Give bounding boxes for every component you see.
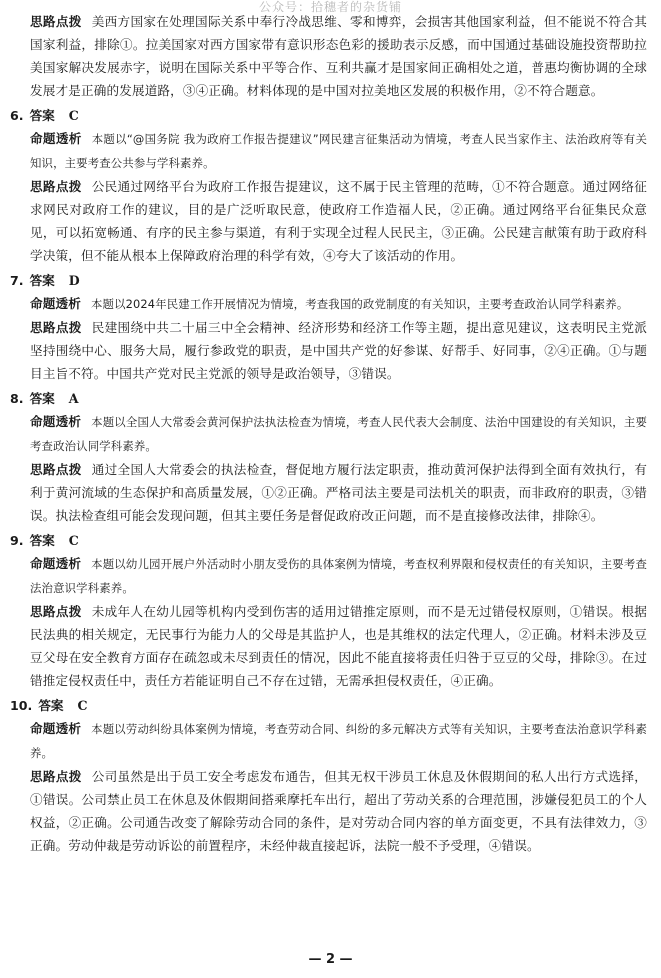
question-8	[0, 387, 661, 527]
analysis-tag: 命题透析	[30, 131, 82, 146]
analysis-paragraph	[0, 552, 661, 600]
question-5-continuation	[0, 10, 661, 102]
hint-text: 公司虽然是出于员工安全考虑发布通告，但其无权干涉员工休息及休假期间的私人出行方式选择，①错误。公司禁止员工在休息及休假期间搭乘摩托车出行，超出了劳动关系的合理范围，涉嫌侵犯员工的个人权益，②正确。公司通告改变了解除劳动合同的条件，是对劳动合同内容的单方面变更，不具有法律效力，③正确。劳动仲裁是劳动诉讼的前置程序，未经仲裁直接起诉，法院一般不予受理，④错误。	[30, 769, 648, 853]
answer-heading	[0, 269, 661, 292]
analysis-paragraph	[0, 127, 661, 175]
answer-heading	[0, 529, 661, 552]
answer-heading	[0, 104, 661, 127]
analysis-tag: 命题透析	[30, 556, 82, 571]
watermark-text: 公众号：拾穗者的杂货铺	[258, 0, 402, 14]
analysis-text: 本题以全国人大常委会黄河保护法执法检查为情境，考查人民代表大会制度、法治中国建设的有关知识，主要考查政治认同学科素养。	[30, 415, 647, 453]
analysis-paragraph	[0, 410, 661, 458]
analysis-text: 本题以“@国务院 我为政府工作报告提建议”网民建言征集活动为情境，考查人民当家作主、法治政府等有关知识，主要考查公共参与学科素养。	[30, 132, 647, 170]
hint-tag: 思路点拨	[30, 769, 82, 784]
hint-text: 美西方国家在处理国际关系中奉行冷战思维、零和博弈，会损害其他国家利益，但不能说不符合其国家利益，排除①。拉美国家对西方国家带有意识形态色彩的援助表示反感，而中国通过基础设施投资帮助拉美国家解决发展赤字，说明在国际关系中平等合作、互利共赢才是国家间正确相处之道，普惠均衡协调的全球发展才是正确的发展道路，③④正确。材料体现的是中国对拉美地区发展的积极作用，②不符合题意。	[30, 14, 648, 98]
answer-label: 答案	[29, 533, 55, 548]
question-number: 9.	[10, 533, 24, 548]
analysis-paragraph	[0, 717, 661, 765]
answer-label: 答案	[29, 391, 55, 406]
hint-paragraph	[0, 765, 661, 857]
answer-heading	[0, 387, 661, 410]
hint-tag: 思路点拨	[30, 320, 82, 335]
question-6	[0, 104, 661, 267]
answer-content	[0, 10, 661, 857]
hint-tag: 思路点拨	[30, 14, 82, 29]
hint-text: 通过全国人大常委会的执法检查，督促地方履行法定职责，推动黄河保护法得到全面有效执行，有利于黄河流域的生态保护和高质量发展，①②正确。严格司法主要是司法机关的职责，而非政府的职责，③错误。执法检查组可能会发现问题，但其主要任务是督促政府改正问题，而不是直接修改法律，排除④。	[30, 462, 648, 523]
hint-paragraph	[0, 458, 661, 527]
analysis-text: 本题以劳动纠纷具体案例为情境，考查劳动合同、纠纷的多元解决方式等有关知识，主要考查法治意识学科素养。	[30, 722, 647, 760]
hint-text: 未成年人在幼儿园等机构内受到伤害的适用过错推定原则，而不是无过错侵权原则，①错误。根据民法典的相关规定，无民事行为能力人的父母是其监护人，也是其维权的法定代理人，②正确。材料未涉及豆豆父母在安全教育方面存在疏忽或未尽到责任的情况，因此不能直接将责任归咎于豆豆的父母，排除③。在过错推定侵权责任中，责任方若能证明自己不存在过错，无需承担侵权责任，④正确。	[30, 604, 648, 688]
hint-tag: 思路点拨	[30, 604, 82, 619]
answer-letter: C	[77, 698, 88, 713]
hint-paragraph	[0, 600, 661, 692]
answer-label: 答案	[38, 698, 64, 713]
analysis-tag: 命题透析	[30, 414, 82, 429]
question-number: 6.	[10, 108, 24, 123]
answer-letter: C	[68, 533, 79, 548]
answer-label: 答案	[29, 108, 55, 123]
question-10	[0, 694, 661, 857]
answer-letter: D	[68, 273, 80, 288]
page-number: — 2 —	[308, 952, 353, 967]
question-number: 7.	[10, 273, 24, 288]
hint-text: 民建围绕中共二十届三中全会精神、经济形势和经济工作等主题，提出意见建议，这表明民主党派坚持围绕中心、服务大局，履行参政党的职责，是中国共产党的好参谋、好帮手、好同事，②④正确。①与题目主旨不符。中国共产党对民主党派的领导是政治领导，③错误。	[30, 320, 648, 381]
answer-letter: C	[68, 108, 79, 123]
question-number: 8.	[10, 391, 24, 406]
hint-tag: 思路点拨	[30, 462, 82, 477]
answer-letter: A	[68, 391, 79, 406]
question-7	[0, 269, 661, 385]
answer-label: 答案	[29, 273, 55, 288]
analysis-paragraph	[0, 292, 661, 316]
hint-paragraph	[0, 316, 661, 385]
analysis-tag: 命题透析	[30, 296, 81, 311]
question-9	[0, 529, 661, 692]
hint-tag: 思路点拨	[30, 179, 82, 194]
analysis-text: 本题以2024年民建工作开展情况为情境，考查我国的政党制度的有关知识，主要考查政治认同学科素养。	[90, 297, 629, 311]
analysis-tag: 命题透析	[30, 721, 82, 736]
question-number: 10.	[10, 698, 33, 713]
hint-text: 公民通过网络平台为政府工作报告提建议，这不属于民主管理的范畴，①不符合题意。通过网络征求网民对政府工作的建议，目的是广泛听取民意，使政府工作造福人民，②正确。通过网络平台征集民众意见，可以拓宽畅通、有序的民主参与渠道，有利于实现全过程人民民主，③正确。公民建言献策有助于政府科学决策，但不能从根本上保障政府治理的科学有效，④夸大了该活动的作用。	[30, 179, 648, 263]
hint-paragraph	[0, 175, 661, 267]
hint-paragraph	[0, 10, 661, 102]
answer-heading	[0, 694, 661, 717]
analysis-text: 本题以幼儿园开展户外活动时小朋友受伤的具体案例为情境，考查权利界限和侵权责任的有关知识，主要考查法治意识学科素养。	[30, 557, 647, 595]
